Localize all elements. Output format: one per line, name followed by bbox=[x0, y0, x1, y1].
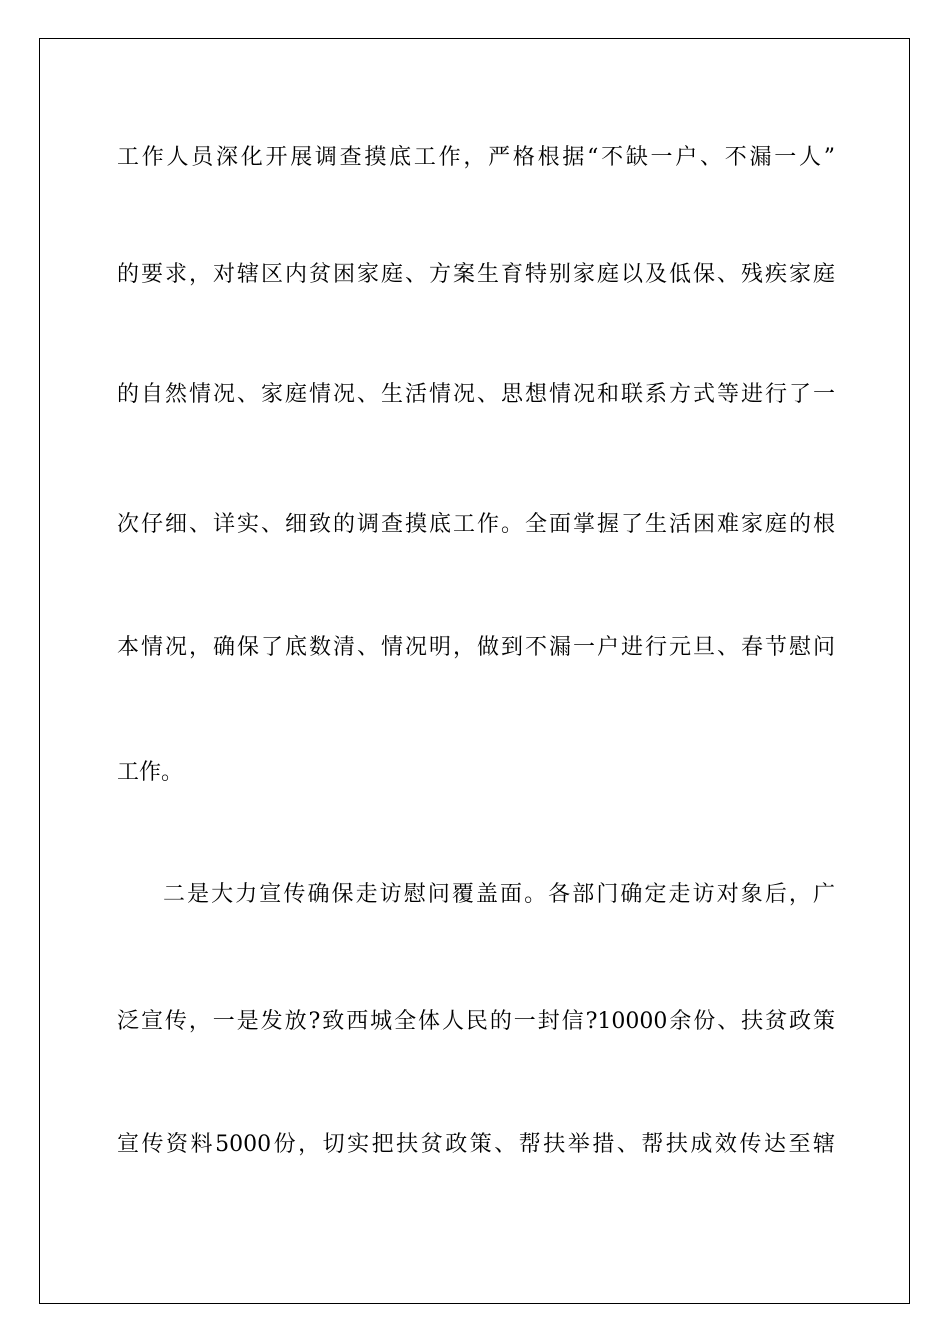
paragraph-2-first-line: 二是大力宣传确保走访慰问覆盖面。各部门确定走访对象后，广 bbox=[163, 882, 835, 907]
text-line-9: 宣传资料5000份，切实把扶贫政策、帮扶举措、帮扶成效传达至辖 bbox=[117, 1132, 835, 1157]
page-border bbox=[39, 38, 910, 1304]
text-line-1: 工作人员深化开展调查摸底工作，严格根据“不缺一户、不漏一人” bbox=[117, 145, 835, 170]
text-line-4: 次仔细、详实、细致的调查摸底工作。全面掌握了生活困难家庭的根 bbox=[117, 512, 835, 537]
text-line-2: 的要求，对辖区内贫困家庭、方案生育特别家庭以及低保、残疾家庭 bbox=[117, 262, 835, 287]
text-line-8: 泛宣传，一是发放?致西城全体人民的一封信?10000余份、扶贫政策 bbox=[117, 1009, 835, 1034]
text-line-5: 本情况，确保了底数清、情况明，做到不漏一户进行元旦、春节慰问 bbox=[117, 635, 835, 660]
text-line-3: 的自然情况、家庭情况、生活情况、思想情况和联系方式等进行了一 bbox=[117, 382, 835, 407]
text-line-6: 工作。 bbox=[117, 760, 184, 785]
